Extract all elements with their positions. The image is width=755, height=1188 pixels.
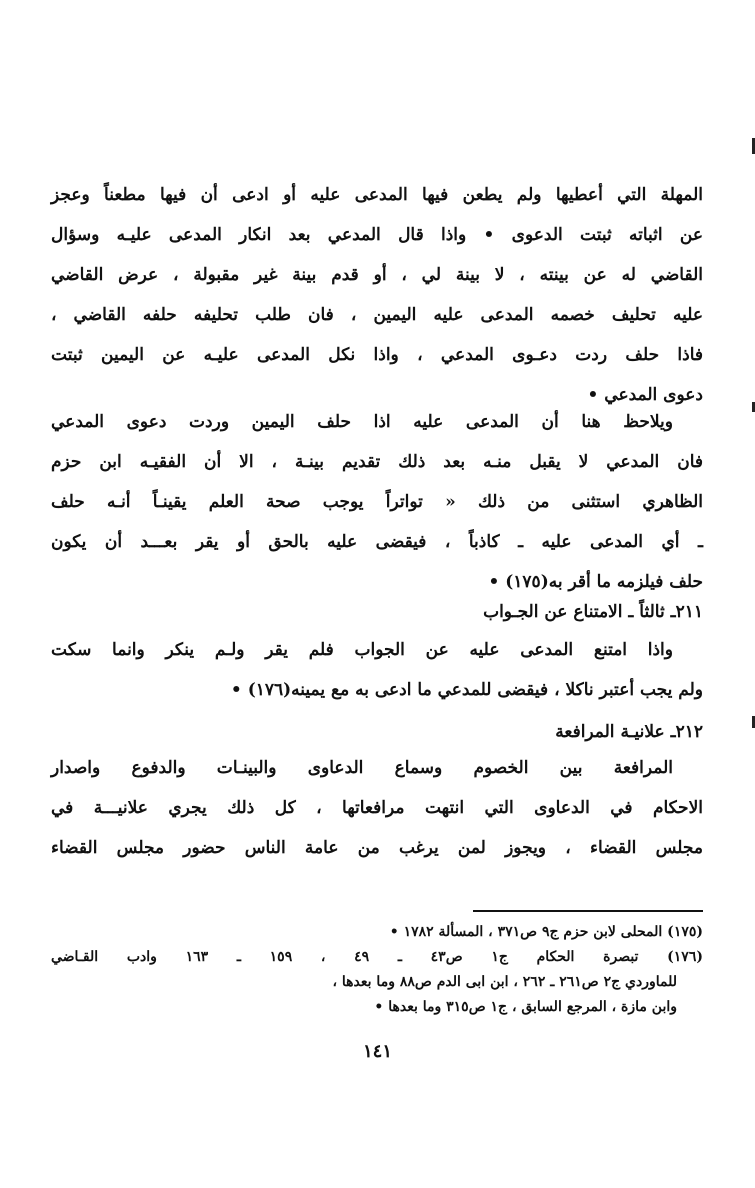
paragraph-line: واذا امتنع المدعى عليه عن الجواب فلم يقر ولـم ينكر وانما سكت <box>51 640 673 660</box>
footnote-176-continued: للماوردي ج٢ ص٢٦١ ـ ٢٦٢ ، ابن ابى الدم ص٨٨ وما بعدها ، <box>332 974 677 990</box>
paragraph-line: دعوى المدعي • <box>587 385 703 405</box>
paragraph-line: الاحكام في الدعاوى التي انتهت مرافعاتها ، كل ذلك يجري علانيـــة في <box>51 798 703 818</box>
paragraph-line: ولم يجب أعتبر ناكلا ، فيقضى للمدعي ما ادعى به مع يمينه(١٧٦) • <box>230 680 703 700</box>
section-body-212 <box>51 748 703 868</box>
paragraph-line: المرافعة بين الخصوم وسماع الدعاوى والبينـات والدفوع واصدار <box>51 758 673 778</box>
footnote-176: (١٧٦) تبصرة الحكام ج١ ص٤٣ ـ ٤٩ ، ١٥٩ ـ ١٦٣ وادب القـاضي <box>51 949 703 965</box>
section-heading-211: ٢١١ـ ثالثاً ـ الامتناع عن الجـواب <box>483 602 703 622</box>
paragraph-line: القاضي له عن بينته ، لا بينة لي ، أو قدم بينة غير مقبولة ، عرض القاضي <box>51 265 703 285</box>
paragraph-line: ويلاحظ هنا أن المدعى عليه اذا حلف اليمين وردت دعوى المدعي <box>51 412 673 432</box>
footnotes <box>51 920 703 1020</box>
paragraph-note-on-oath <box>51 402 703 602</box>
paragraph-line: حلف فيلزمه ما أقر به(١٧٥) • <box>488 572 703 592</box>
page-number: ١٤١ <box>362 1041 392 1062</box>
paragraph-line: الظاهري استثنى من ذلك « تواتراً يوجب صحة العلم يقينـاً أنـه حلف <box>51 492 703 512</box>
paragraph-line: فاذا حلف ردت دعـوى المدعي ، واذا نكل المدعى عليـه عن اليمين ثبتت <box>51 345 703 365</box>
paragraph-continuation <box>51 175 703 415</box>
footnote-175: (١٧٥) المحلى لابن حزم ج٩ ص٣٧١ ، المسألة ١٧٨٢ • <box>389 924 703 940</box>
paragraph-line: عليه تحليف خصمه المدعى عليه اليمين ، فان طلب تحليفه حلفه القاضي ، <box>51 305 703 325</box>
footnote-176-continued: وابن مازة ، المرجع السابق ، ج١ ص٣١٥ وما بعدها • <box>374 999 677 1015</box>
paragraph-line: المهلة التي أعطيها ولم يطعن فيها المدعى عليه أو ادعى أن فيها مطعناً وعجز <box>51 185 703 205</box>
section-body-211 <box>51 630 703 710</box>
section-heading-212: ٢١٢ـ علانيـة المرافعة <box>555 722 703 742</box>
paragraph-line: فان المدعي لا يقبل منـه بعد ذلك تقديم بينـة ، الا أن الفقيـه ابن حزم <box>51 452 703 472</box>
paragraph-line: مجلس القضاء ، ويجوز لمن يرغب من عامة الناس حضور مجلس القضاء <box>51 838 703 858</box>
footnote-separator <box>473 910 703 912</box>
paragraph-line: عن اثباته ثبتت الدعوى • واذا قال المدعي بعد انكار المدعى عليـه وسؤال <box>51 225 703 245</box>
paragraph-line: ـ أي المدعى عليه ـ كاذباً ، فيقضى عليه بالحق أو يقر بعـــد أن يكون <box>51 532 703 552</box>
